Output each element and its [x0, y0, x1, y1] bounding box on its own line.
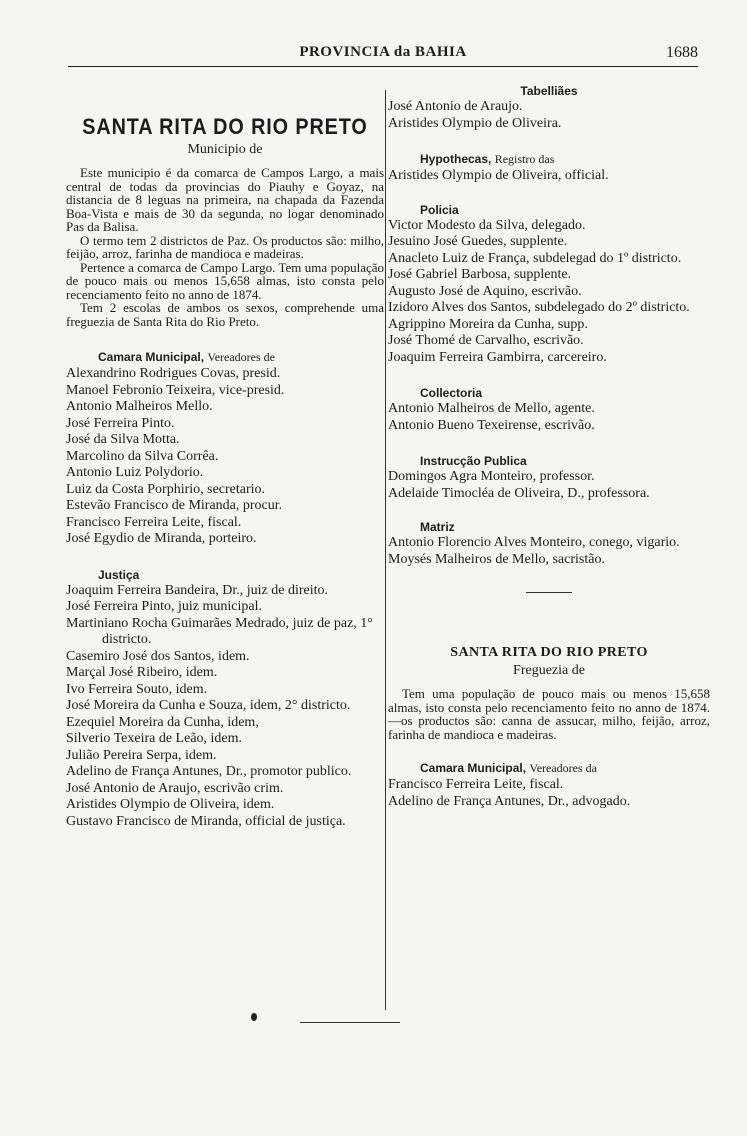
municipio-subtitle: Municipio de — [187, 142, 263, 157]
justica-entry: José Antonio de Araujo, escrivão crim. — [66, 780, 284, 796]
right-column — [388, 84, 710, 810]
hypothecas-heading-label: Hypothecas, — [420, 152, 492, 166]
matriz-entry: Moysés Malheiros de Mello, sacristão. — [388, 551, 605, 567]
policia-entry: José Gabriel Barbosa, supplente. — [388, 267, 572, 282]
page-number: 1688 — [666, 44, 698, 61]
camara2-entry: Francisco Ferreira Leite, fiscal. — [388, 777, 564, 792]
policia-entry: Jesuino José Guedes, supplente. — [388, 234, 568, 249]
page-header — [68, 42, 698, 67]
matriz-entry: Antonio Florencio Alves Monteiro, conego, vigario. — [388, 535, 680, 550]
freguezia-title: SANTA RITA DO RIO PRETO — [450, 645, 648, 660]
justica-entry: Aristides Olympio de Oliveira, idem. — [66, 797, 275, 812]
bullet-ornament — [251, 1013, 257, 1021]
description-paragraph: Pertence a comarca de Campo Largo. Tem uma população de pouco mais ou menos 15,658 almas, isto consta pelo recenciamento feito no anno de 1874. — [66, 259, 384, 302]
camara-entry: Antonio Luiz Polydorio. — [66, 465, 204, 480]
justica-entry: Silverio Texeira de Leão, idem. — [66, 731, 243, 746]
justica-entry: Julião Pereira Serpa, idem. — [66, 747, 217, 763]
camara-entry: Manoel Febronio Teixeira, vice-presid. — [66, 382, 285, 398]
justica-heading: Justiça — [98, 567, 140, 582]
freguezia-paragraph: Tem uma população de pouco mais ou menos 15,658 almas, isto consta pelo recenciamento feito no anno de 1874.—os productos são: canna de assucar, milho, feijão, arroz, farinha de mandioca e madeiras. — [388, 686, 710, 742]
left-column — [66, 86, 384, 830]
freguezia-subtitle: Freguezia de — [513, 663, 585, 678]
running-title: PROVINCIA da BAHIA — [299, 44, 467, 60]
instruccao-entry: Domingos Agra Monteiro, professor. — [388, 469, 595, 484]
camara-entry: Marcolino da Silva Corrêa. — [66, 448, 219, 464]
justica-entry: Ezequiel Moreira da Cunha, idem, — [66, 714, 259, 730]
description-paragraph: Este municipio é da comarca de Campos Largo, a mais central de todas da provincias do Piauhy e Goyaz, na distancia de 8 leguas na primeira, na chapada da Fazenda Boa-Vista e mais de 30 da segunda, no logar denominado Pas da Balisa. — [66, 165, 384, 234]
column-divider — [385, 90, 386, 1010]
camara2-heading — [388, 761, 710, 776]
hypothecas-heading-tail: Registro das — [494, 152, 555, 166]
policia-entry: José Thomé de Carvalho, escrivão. — [388, 333, 584, 348]
camara-heading — [66, 350, 384, 365]
camara-entry: José Egydio de Miranda, porteiro. — [66, 531, 257, 546]
description-paragraph: O termo tem 2 districtos de Paz. Os productos são: milho, feijão, arroz, farinha de mandioca e madeiras. — [66, 232, 384, 261]
camara2-entry: Adelino de França Antunes, Dr., advogado. — [388, 793, 631, 809]
justica-entry: Martiniano Rocha Guimarães Medrado, juiz de paz, 1° districto. — [66, 615, 373, 647]
tabelliaes-heading: Tabelliães — [520, 84, 578, 98]
justica-entry: Adelino de França Antunes, Dr., promotor publico. — [66, 764, 352, 779]
policia-entry: Anacleto Luiz de França, subdelegad do 1º districto. — [388, 250, 682, 266]
camara-entry: José da Silva Motta. — [66, 432, 180, 447]
tabelliaes-entry: Aristides Olympio de Oliveira. — [388, 115, 562, 131]
justica-entry: José Ferreira Pinto, juiz municipal. — [66, 599, 262, 614]
description-paragraph: Tem 2 escolas de ambos os sexos, comprehende uma freguezia de Santa Rita do Rio Preto. — [66, 300, 384, 329]
hypothecas-heading — [388, 152, 710, 167]
policia-entry: Victor Modesto da Silva, delegado. — [388, 217, 586, 233]
camara-heading-tail: Vereadores de — [207, 350, 276, 364]
policia-entry: Augusto José de Aquino, escrivão. — [388, 283, 582, 299]
collectoria-heading: Collectoria — [420, 386, 483, 400]
policia-entry: Agrippino Moreira da Cunha, supp. — [388, 316, 588, 332]
matriz-heading: Matriz — [420, 520, 455, 534]
justica-entry: Gustavo Francisco de Miranda, official de justiça. — [66, 813, 346, 829]
justica-entry: José Moreira da Cunha e Souza, idem, 2° districto. — [66, 698, 351, 713]
town-title: SANTA RITA DO RIO PRETO — [82, 114, 368, 139]
policia-entry: Joaquim Ferreira Gambirra, carcereiro. — [388, 349, 607, 365]
section-rule — [526, 592, 572, 593]
policia-entry: Izidoro Alves dos Santos, subdelegado do 2º districto. — [388, 300, 690, 315]
policia-heading: Policia — [420, 202, 459, 217]
camara2-heading-tail: Vereadores da — [529, 761, 598, 775]
camara-entry: José Ferreira Pinto. — [66, 415, 175, 431]
bottom-rule — [300, 1022, 400, 1023]
camara-entry: Antonio Malheiros Mello. — [66, 399, 213, 414]
camara-entry: Estevão Francisco de Miranda, procur. — [66, 498, 283, 513]
collectoria-entry: Antonio Malheiros de Mello, agente. — [388, 401, 595, 416]
justica-entry: Joaquim Ferreira Bandeira, Dr., juiz de direito. — [66, 582, 329, 598]
instruccao-entry: Adelaide Timocléa de Oliveira, D., professora. — [388, 485, 650, 501]
camara-entry: Alexandrino Rodrigues Covas, presid. — [66, 366, 281, 381]
justica-entry: Casemiro José dos Santos, idem. — [66, 648, 250, 664]
camara-heading-label: Camara Municipal, — [98, 350, 205, 364]
justica-entry: Marçal José Ribeiro, idem. — [66, 665, 218, 680]
camara-entry: Francisco Ferreira Leite, fiscal. — [66, 514, 242, 530]
camara-entry: Luiz da Costa Porphirio, secretario. — [66, 481, 266, 497]
camara2-heading-label: Camara Municipal, — [420, 761, 527, 775]
hypothecas-entry: Aristides Olympio de Oliveira, official. — [388, 168, 609, 183]
collectoria-entry: Antonio Bueno Texeirense, escrivão. — [388, 417, 595, 433]
justica-entry: Ivo Ferreira Souto, idem. — [66, 681, 208, 697]
instruccao-heading: Instrucção Publica — [420, 454, 527, 468]
tabelliaes-entry: José Antonio de Araujo. — [388, 99, 523, 114]
